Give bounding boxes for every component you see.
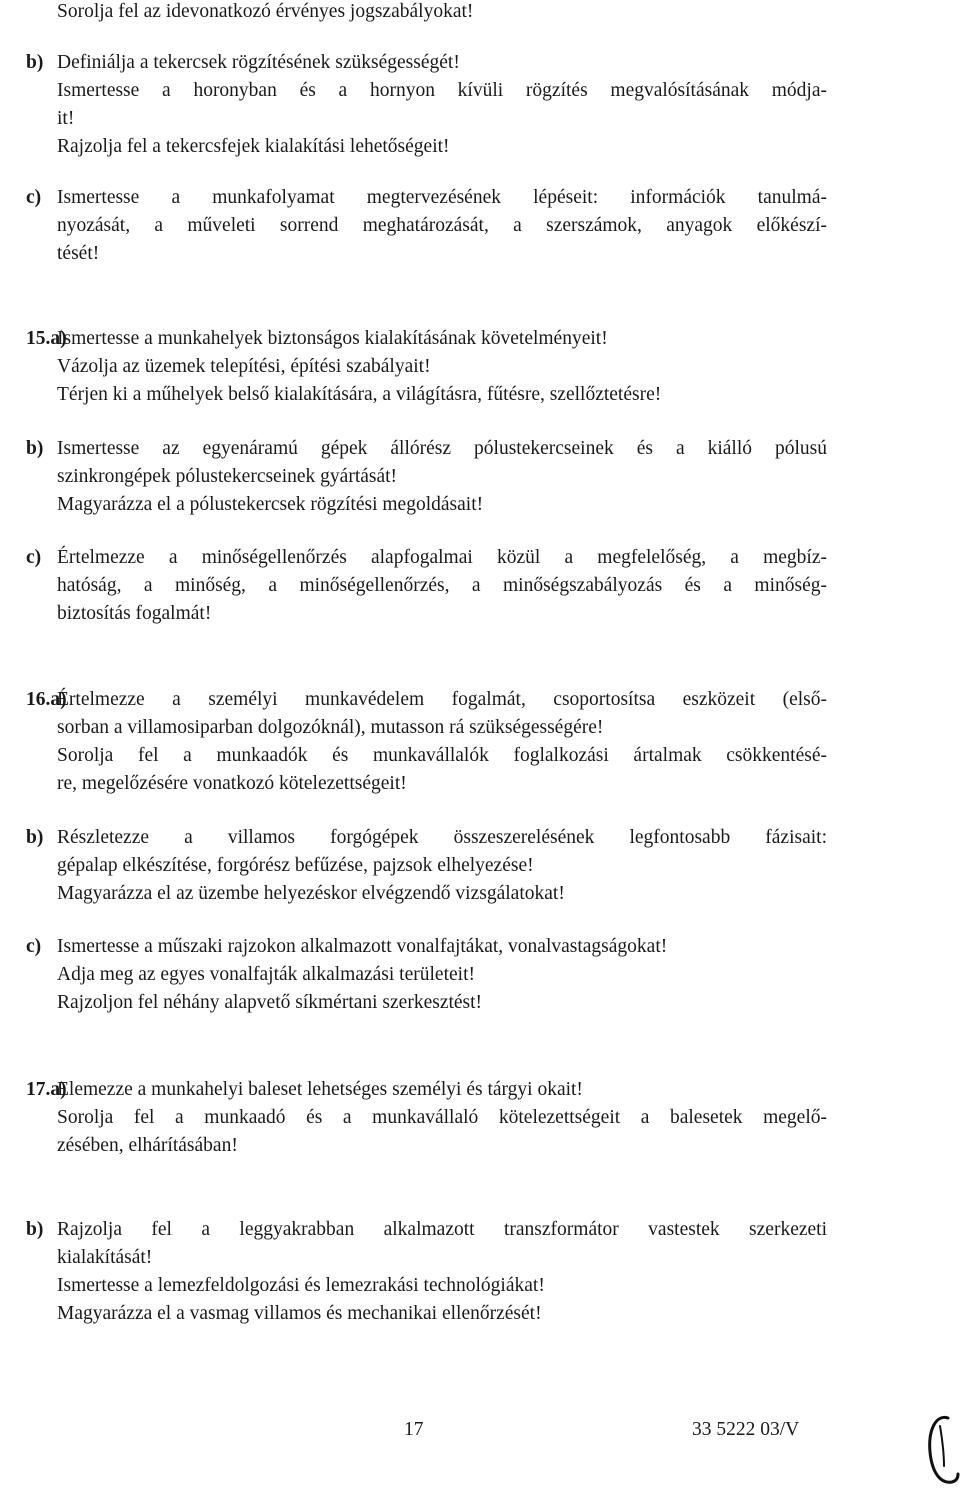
question-label: c) [26,547,42,568]
question-text-line: Adja meg az egyes vonalfajták alkalmazási területeit! [57,964,475,985]
question-text-line: Ismertesse a horonyban és a hornyon kívüli rögzítés megvalósításának módja- [57,80,827,101]
question-text-line: Részletezze a villamos forgógépek összeszerelésének legfontosabb fázisait: [57,827,827,848]
question-label: b) [26,1219,44,1240]
question-text-line: Magyarázza el az üzembe helyezéskor elvégzendő vizsgálatokat! [57,883,565,904]
question-label: 17.a) [26,1079,67,1100]
question-text-line: Rajzoljon fel néhány alapvető síkmértani szerkesztést! [57,992,483,1013]
question-label: c) [26,936,42,957]
question-text-line: Magyarázza el a pólustekercsek rögzítési megoldásait! [57,494,484,515]
question-text-line: Vázolja az üzemek telepítési, építési szabályait! [57,356,431,377]
document-code: 33 5222 03/V [692,1419,800,1440]
question-text-line: szinkrongépek pólustekercseinek gyártását! [57,466,398,487]
question-text-line: Sorolja fel a munkaadók és munkavállalók foglalkozási ártalmak csökkentésé- [57,745,827,766]
question-text-line: Sorolja fel a munkaadó és a munkavállaló kötelezettségeit a balesetek megelő- [57,1107,827,1128]
question-label: 16.a) [26,689,67,710]
question-label: b) [26,52,44,73]
question-text-line: Ismertesse a munkahelyek biztonságos kialakításának követelményeit! [57,328,608,349]
question-label: b) [26,438,44,459]
question-text-line: Ismertesse a lemezfeldolgozási és lemezrakási technológiákat! [57,1275,545,1296]
question-text-line: Rajzolja fel a leggyakrabban alkalmazott transzformátor vastestek szerkezeti [57,1219,827,1240]
question-text-line: gépalap elkészítése, forgórész befűzése, pajzsok elhelyezése! [57,855,534,876]
question-text-line: Ismertesse a műszaki rajzokon alkalmazott vonalfajtákat, vonalvastagságokat! [57,936,668,957]
question-text-line: Értelmezze a minőségellenőrzés alapfogalmai közül a megfelelőség, a megbíz- [57,547,827,568]
question-text-line: Sorolja fel az idevonatkozó érvényes jogszabályokat! [57,1,474,22]
question-text-line: Ismertesse a munkafolyamat megtervezésének lépéseit: információk tanulmá- [57,187,827,208]
question-label: 15.a) [26,328,67,349]
question-text-line: Ismertesse az egyenáramú gépek állórész pólustekercseinek és a kiálló pólusú [57,438,827,459]
question-text-line: Elemezze a munkahelyi baleset lehetséges személyi és tárgyi okait! [57,1079,583,1100]
question-text-line: Magyarázza el a vasmag villamos és mechanikai ellenőrzését! [57,1303,542,1324]
question-text-line: re, megelőzésére vonatkozó kötelezettségeit! [57,773,407,794]
question-text-line: sorban a villamosiparban dolgozóknál), mutasson rá szükségességére! [57,717,604,738]
question-text-line: Rajzolja fel a tekercsfejek kialakítási lehetőségeit! [57,136,450,157]
question-text-line: Definiálja a tekercsek rögzítésének szükségességét! [57,52,460,73]
question-label: b) [26,827,44,848]
handwritten-signature [918,1408,960,1492]
question-label: c) [26,187,42,208]
question-text-line: Értelmezze a személyi munkavédelem fogalmát, csoportosítsa eszközeit (első- [57,689,827,710]
question-text-line: it! [57,108,75,129]
question-text-line: biztosítás fogalmát! [57,603,212,624]
question-text-line: hatóság, a minőség, a minőségellenőrzés, a minőségszabályozás és a minőség- [57,575,827,596]
question-text-line: Térjen ki a műhelyek belső kialakítására, a világításra, fűtésre, szellőztetésre! [57,384,662,405]
page-number: 17 [404,1419,424,1440]
question-text-line: kialakítását! [57,1247,153,1268]
question-text-line: zésében, elhárításában! [57,1135,238,1156]
question-text-line: nyozását, a műveleti sorrend meghatározását, a szerszámok, anyagok előkészí- [57,215,827,236]
question-text-line: tését! [57,243,100,264]
